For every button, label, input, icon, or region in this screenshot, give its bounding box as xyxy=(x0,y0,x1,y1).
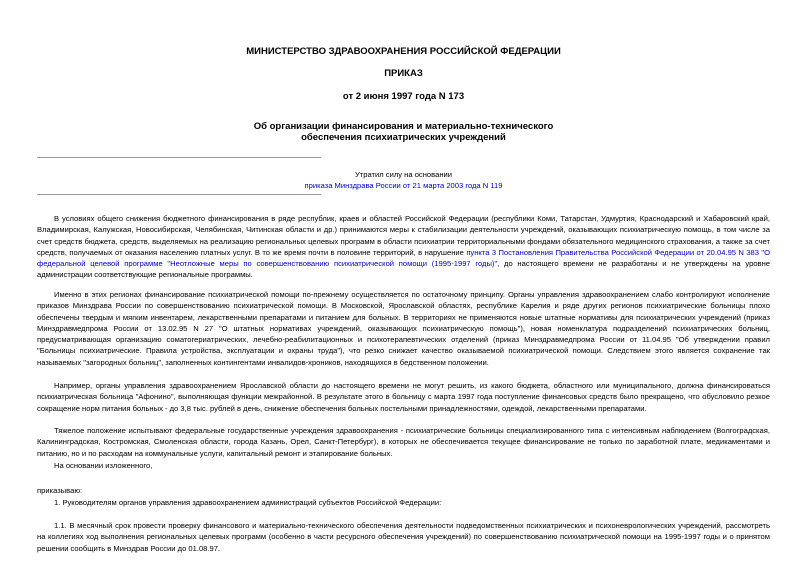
date-number-heading: от 2 июня 1997 года N 173 xyxy=(342,91,465,102)
separator-rule-top xyxy=(37,157,321,158)
government-resolution-link[interactable]: пункта 3 Постановления Правительства Российской Федерации от 20.04.95 N 383 "О федеральной целевой программе "Неотложные меры по совершенствованию психиатрической помощи (1995-1997 годы)" xyxy=(37,247,770,269)
paragraph-4: Тяжелое положение испытывают федеральные государственные учреждения здравоохранения - психиатрические больницы специализированного типа с интенсивным наблюдением (Волгоградская, Калининградская, Костромская, Смоленская области, города Казань, Орел, Санкт-Петербург), в которых не обеспечивается текущее финансирование не только по заработной плате, медикаментами и питанию, но и по расходам на коммунальные услуги, капитальный ремонт и этапирование больных. xyxy=(37,426,770,458)
repeal-order-link[interactable]: приказа Минздрава России от 21 марта 2003 года N 119 xyxy=(304,181,503,190)
paragraph-item-1: 1. Руководителям органов управления здравоохранением администраций субъектов Российской Федерации: xyxy=(54,498,442,507)
paragraph-order-word: приказываю: xyxy=(37,486,83,495)
paragraph-3: Например, органы управления здравоохранением Ярославской области до настоящего времени не могут решить, из какого бюджета, областного или муниципального, должна финансироваться психиатрическая больница "Афонино", выполняющая функции межрайонной. В результате этого в больницу с марта 1997 года поступление финансовых средств было прекращено, что обусловило резкое сокращение норм питания больных - до 3,8 тыс. рублей в день, снижение обеспечения больных постельными принадлежностями, одеждой, лекарственными препаратами. xyxy=(37,381,770,413)
paragraph-1-text-after: , до настоящего времени не разработаны и не утверждены на уровне администрации соответствующие региональные программы. xyxy=(37,259,770,280)
paragraph-5: На основании изложенного, xyxy=(54,461,153,470)
doc-type-heading: ПРИКАЗ xyxy=(384,68,423,79)
status-note: Утратил силу на основании xyxy=(354,170,453,179)
ministry-heading: МИНИСТЕРСТВО ЗДРАВООХРАНЕНИЯ РОССИЙСКОЙ ФЕДЕРАЦИИ xyxy=(246,46,561,57)
separator-rule-bottom xyxy=(37,194,321,195)
title-line-2: обеспечения психиатрических учреждений xyxy=(301,132,506,143)
status-link-line xyxy=(0,181,807,191)
title-line-1: Об организации финансирования и материально-технического xyxy=(253,121,554,132)
paragraph-1-text-before: В условиях общего снижения бюджетного финансирования в ряде республик, краев и областей Российской Федерации (республики Коми, Татарстан, Удмуртия, Краснодарский и Хабаровский край, Владимирская, Калужская, Новосибирская, Челябинская, Читинская области и др.) принимаются меры к стабилизации деятельности учреждений, оказывающих психиатрическую помощь, в том числе за счет средств бюджета, средств, выделяемых на реализацию региональных целевых программ в области психиатрии территориальными фондами обязательного медицинского страхования, а также за счет средств, получаемых от оказания населению платных услуг. В то же время почти в половине территорий, в нарушение xyxy=(37,214,770,257)
paragraph-1 xyxy=(37,213,770,281)
paragraph-2: Именно в этих регионах финансирование психиатрической помощи по-прежнему осуществляется по остаточному принципу. Органы управления здравоохранением слабо контролируют исполнение приказов Минздрава России по совершенствованию психиатрической помощи. В Московской, Ярославской областях, республике Карелия и ряде других регионов психиатрические больницы плохо обеспечены твердым и мягким инвентарем, лекарственными препаратами и питанием для больных. В территориях не применяются новые штатные нормативы для психиатрических учреждений (приказ Минздравмедпрома России от 13.02.95 N 27 "О штатных нормативах учреждений, оказывающих психиатрическую помощь"), новая номенклатура подразделений психиатрических больниц, предусматривающая организацию соматогериатрических, лечебно-реабилитационных и психотерапевтических отделений (приказ Минздравмедпрома России от 11.04.95 "Об утверждении правил "Больницы психиатрические. Правила устройства, эксплуатации и охраны труда"), что резко снижает качество оказываемой психиатрической помощи. Следствием этого является сохранение так называемых "загородных больниц", заполненных контингентами инвалидов-хроников, находящихся в бедственном положении. xyxy=(37,290,770,367)
paragraph-item-1-1: 1.1. В месячный срок провести проверку финансового и материально-технического обеспечения деятельности подведомственных психиатрических и психоневрологических учреждений, рассмотреть на коллегиях ход выполнения региональных целевых программ (особенно в части ресурсного обеспечения учреждений) по совершенствованию психиатрической помощи на 1995-1997 годы и о принятом решении сообщить в Минздрав России до 01.08.97. xyxy=(37,521,770,553)
